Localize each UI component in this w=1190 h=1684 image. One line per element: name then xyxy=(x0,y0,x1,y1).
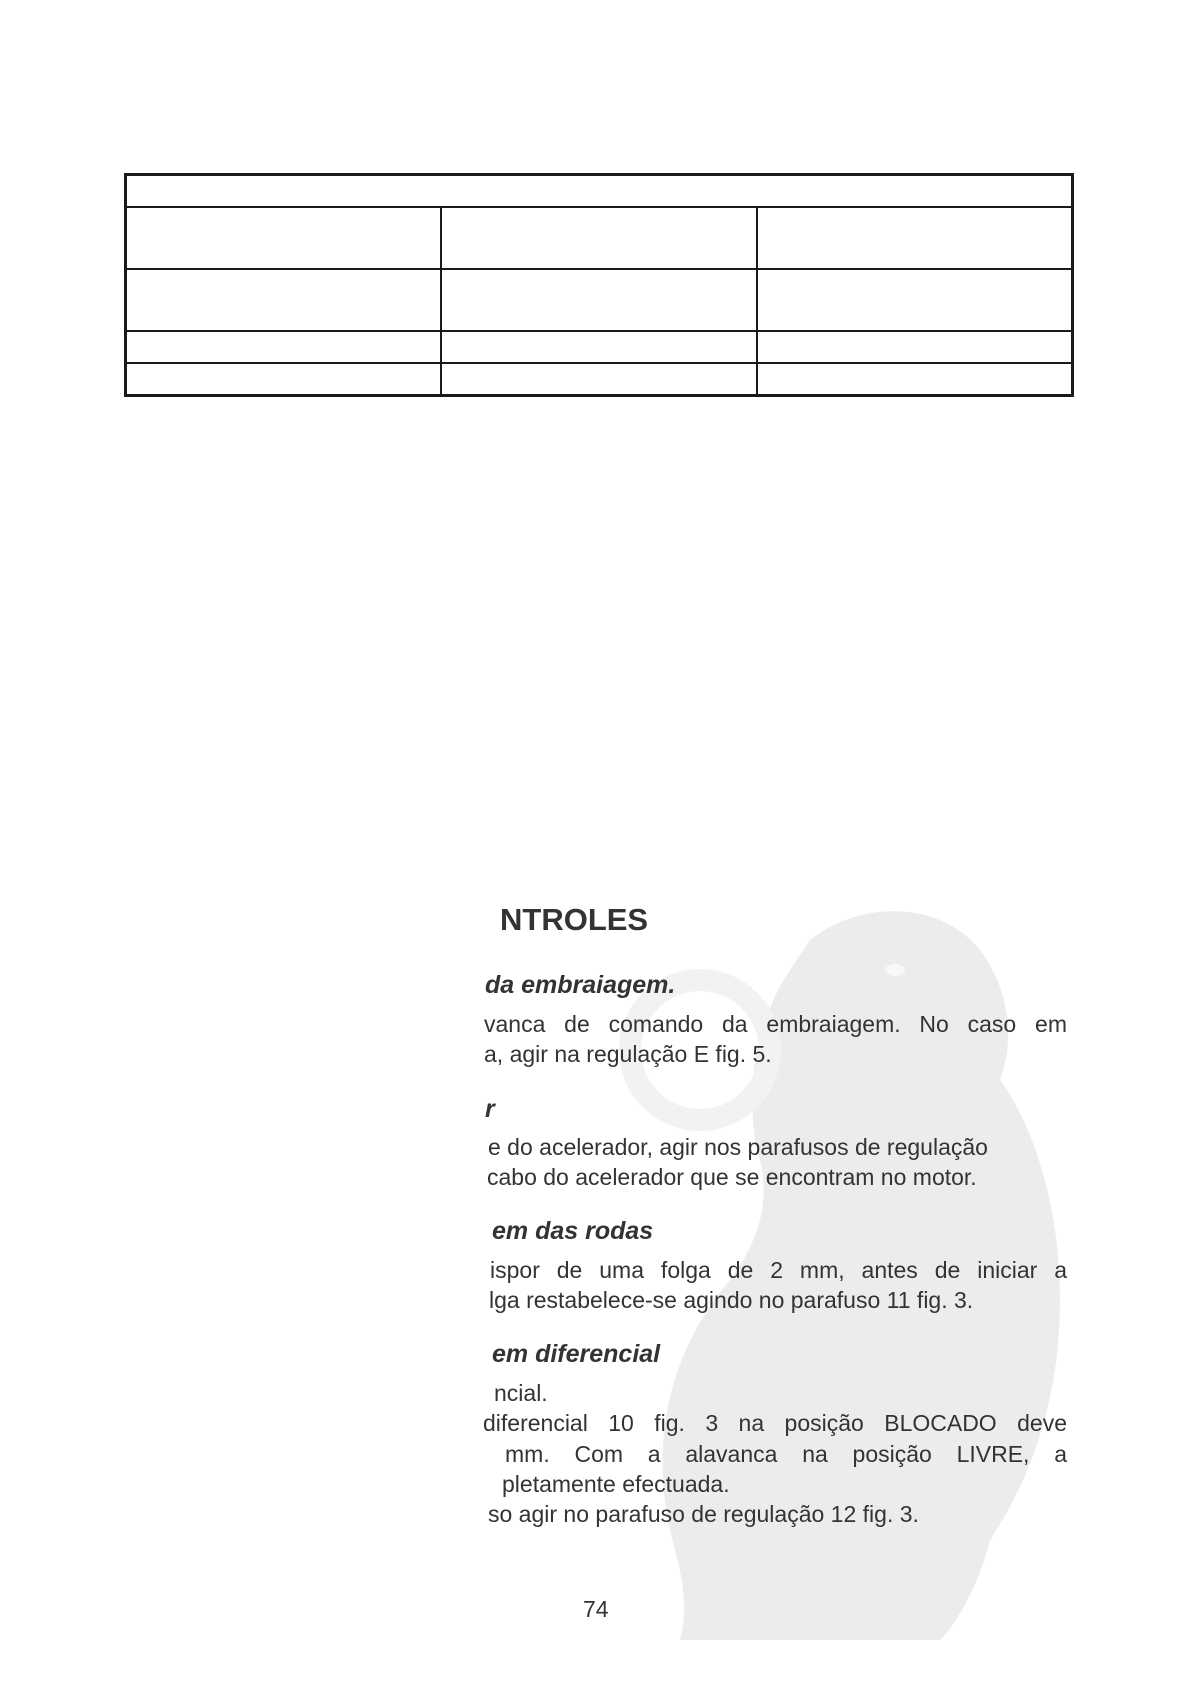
clutch-title: da embraiagem. xyxy=(485,971,676,999)
table-cell xyxy=(757,363,1073,396)
table-cell xyxy=(441,331,757,363)
table-header-row xyxy=(126,175,1073,208)
accelerator-line-1: e do acelerador, agir nos parafusos de regulação xyxy=(488,1134,988,1160)
table-cell xyxy=(126,269,442,331)
table-cell xyxy=(757,269,1073,331)
wheels-line-1: ispor de uma folga de 2 mm, antes de iniciar a xyxy=(490,1257,1067,1283)
wheels-line-2: lga restabelece-se agindo no parafuso 11 fig. 3. xyxy=(489,1287,974,1313)
differential-line-4: pletamente efectuada. xyxy=(502,1471,730,1497)
table-cell xyxy=(441,207,757,269)
differential-line-5: so agir no parafuso de regulação 12 fig. 3. xyxy=(488,1501,919,1527)
table-cell xyxy=(441,269,757,331)
table-cell xyxy=(126,207,442,269)
empty-grid-table xyxy=(124,173,1074,397)
table-cell xyxy=(126,331,442,363)
section-heading: NTROLES xyxy=(500,902,649,937)
page-number: 74 xyxy=(583,1596,609,1622)
differential-line-3: mm. Com a alavanca na posição LIVRE, a xyxy=(505,1441,1067,1467)
table-cell xyxy=(126,363,442,396)
table-row xyxy=(126,363,1073,396)
table-cell xyxy=(757,331,1073,363)
table-cell xyxy=(441,363,757,396)
clutch-line-1: vanca de comando da embraiagem. No caso em xyxy=(484,1011,1067,1037)
wheels-title: em das rodas xyxy=(492,1217,654,1245)
table-header-cell xyxy=(126,175,1073,208)
table-row xyxy=(126,207,1073,269)
table-row xyxy=(126,331,1073,363)
differential-line-2: diferencial 10 fig. 3 na posição BLOCADO deve xyxy=(483,1410,1067,1436)
clutch-line-2: a, agir na regulação E fig. 5. xyxy=(484,1041,772,1067)
differential-line-1: ncial. xyxy=(494,1380,548,1406)
table-row xyxy=(126,269,1073,331)
differential-title: em diferencial xyxy=(492,1340,661,1368)
accelerator-line-2: cabo do acelerador que se encontram no motor. xyxy=(487,1164,977,1190)
table-cell xyxy=(757,207,1073,269)
accelerator-title: r xyxy=(485,1095,495,1123)
